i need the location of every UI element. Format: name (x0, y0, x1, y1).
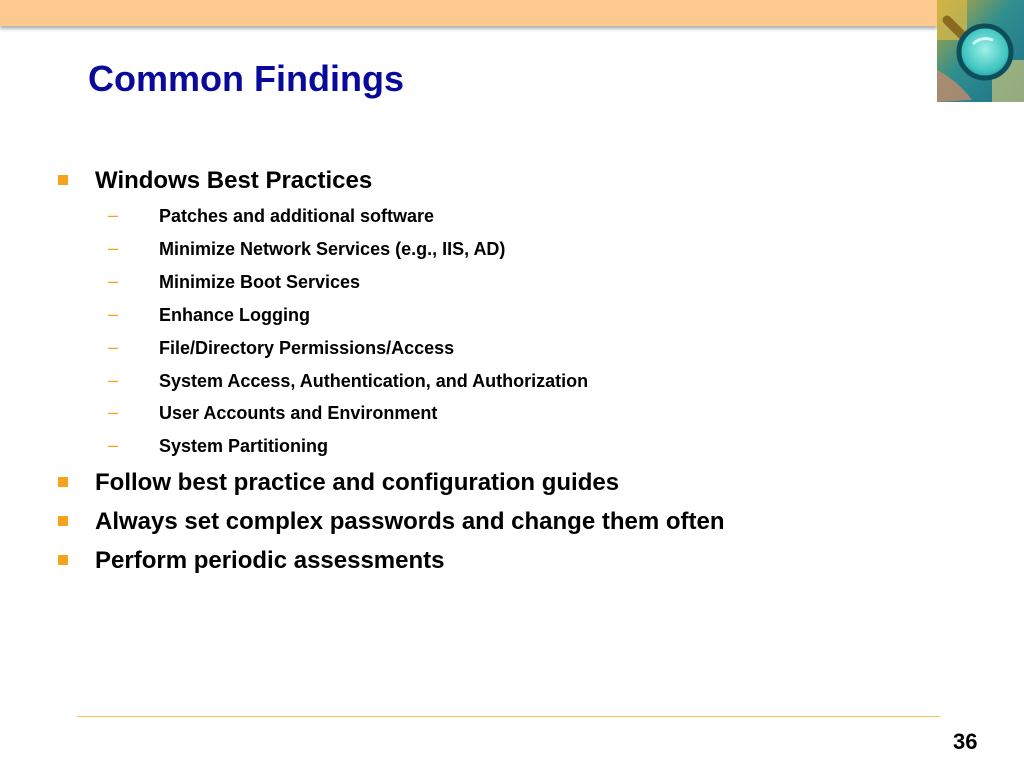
bullet-text: Perform periodic assessments (95, 547, 445, 574)
square-bullet-icon (58, 175, 68, 185)
magnifying-glass-image (937, 0, 1024, 102)
sub-bullet-text: System Access, Authentication, and Authorization (159, 371, 589, 391)
dash-icon: – (108, 337, 119, 357)
slide-title: Common Findings (88, 58, 404, 99)
dash-icon: – (108, 370, 119, 390)
sub-bullet-text: Patches and additional software (159, 206, 435, 226)
dash-icon: – (108, 271, 119, 291)
dash-icon: – (108, 205, 119, 225)
dash-icon: – (108, 238, 119, 258)
sub-bullet-text: Enhance Logging (159, 305, 310, 325)
sub-bullet-text: User Accounts and Environment (159, 403, 438, 423)
sub-bullet-text: File/Directory Permissions/Access (159, 338, 455, 358)
square-bullet-icon (58, 477, 68, 487)
square-bullet-icon (58, 555, 68, 565)
page-number: 36 (953, 729, 978, 754)
sub-bullet-text: System Partitioning (159, 436, 329, 456)
footer-divider (77, 716, 940, 717)
bullet-text: Always set complex passwords and change them often (95, 508, 725, 535)
dash-icon: – (108, 402, 119, 422)
dash-icon: – (108, 435, 119, 455)
dash-icon: – (108, 304, 119, 324)
sub-bullet-text: Minimize Boot Services (159, 272, 361, 292)
header-band (0, 0, 937, 26)
bullet-text: Follow best practice and configuration guides (95, 469, 620, 496)
sub-bullet-text: Minimize Network Services (e.g., IIS, AD) (159, 239, 506, 259)
bullet-text: Windows Best Practices (95, 167, 373, 194)
square-bullet-icon (58, 516, 68, 526)
